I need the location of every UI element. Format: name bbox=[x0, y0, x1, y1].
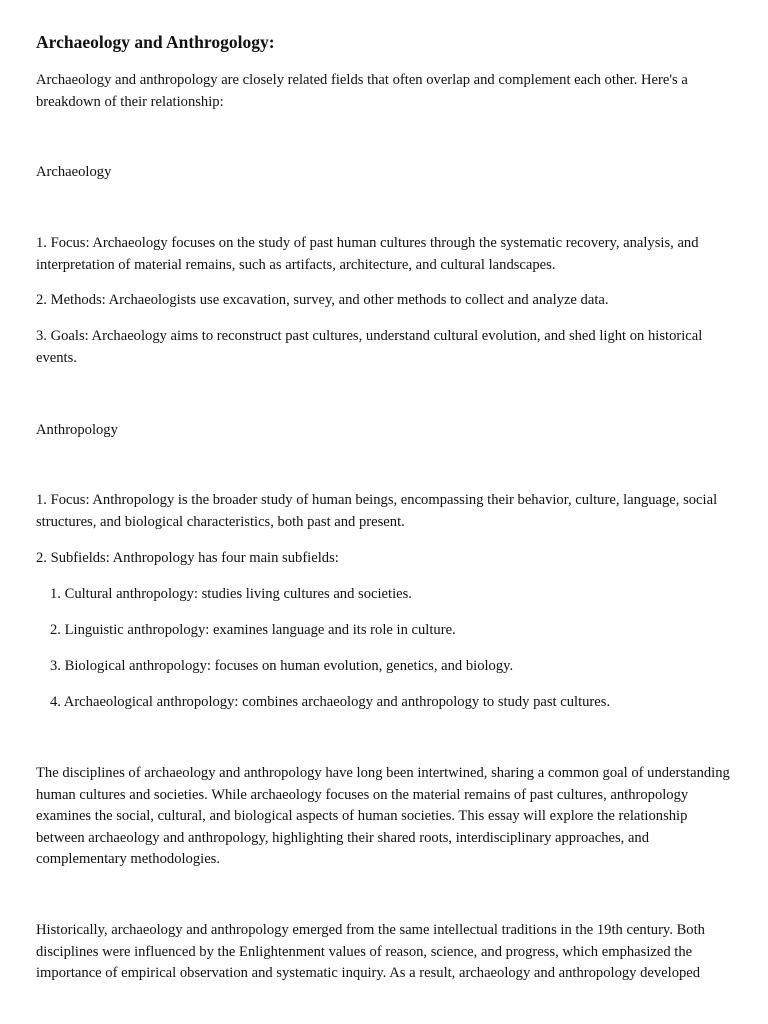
anthropology-heading: Anthropology bbox=[36, 422, 118, 438]
intro-paragraph: Archaeology and anthropology are closely related fields that often overlap and complement each other. Here's a breakdown of their relationship: bbox=[36, 72, 688, 110]
subfield-item-linguistic: 2. Linguistic anthropology: examines language and its role in culture. bbox=[50, 622, 456, 638]
anthropology-subfields-point: 2. Subfields: Anthropology has four main subfields: bbox=[36, 550, 339, 566]
essay-paragraph: The disciplines of archaeology and anthropology have long been intertwined, sharing a common goal of understanding human cultures and societies. While archaeology focuses on the material remains of past cultures, anthropology examines the social, cultural, and biological aspects of human societies. This essay will explore the relationship between archaeology and anthropology, highlighting their shared roots, interdisciplinary approaches, and complementary methodologies. bbox=[36, 765, 730, 867]
subfield-item-cultural: 1. Cultural anthropology: studies living cultures and societies. bbox=[50, 586, 412, 602]
essay-paragraph: Historically, archaeology and anthropology emerged from the same intellectual traditions in the 19th century. Both disciplines were influenced by the Enlightenment values of reason, science, and progress, which emphasized the importance of empirical observation and systematic inquiry. As a result, archaeology and anthropology developed bbox=[36, 922, 705, 981]
subfield-item-archaeological: 4. Archaeological anthropology: combines archaeology and anthropology to study past cultures. bbox=[50, 694, 611, 710]
document-title: Archaeology and Anthrogology: bbox=[36, 32, 275, 52]
anthropology-focus-point: 1. Focus: Anthropology is the broader study of human beings, encompassing their behavior, culture, language, social structures, and biological characteristics, both past and present. bbox=[36, 492, 718, 530]
archaeology-heading: Archaeology bbox=[36, 164, 112, 180]
archaeology-methods-point: 2. Methods: Archaeologists use excavation, survey, and other methods to collect and analyze data. bbox=[36, 292, 609, 308]
subfield-item-biological: 3. Biological anthropology: focuses on human evolution, genetics, and biology. bbox=[50, 658, 514, 674]
archaeology-goals-point: 3. Goals: Archaeology aims to reconstruct past cultures, understand cultural evolution, and shed light on historical events. bbox=[36, 328, 703, 366]
archaeology-focus-point: 1. Focus: Archaeology focuses on the study of past human cultures through the systematic recovery, analysis, and interpretation of material remains, such as artifacts, architecture, and cultural landscapes. bbox=[36, 235, 699, 273]
